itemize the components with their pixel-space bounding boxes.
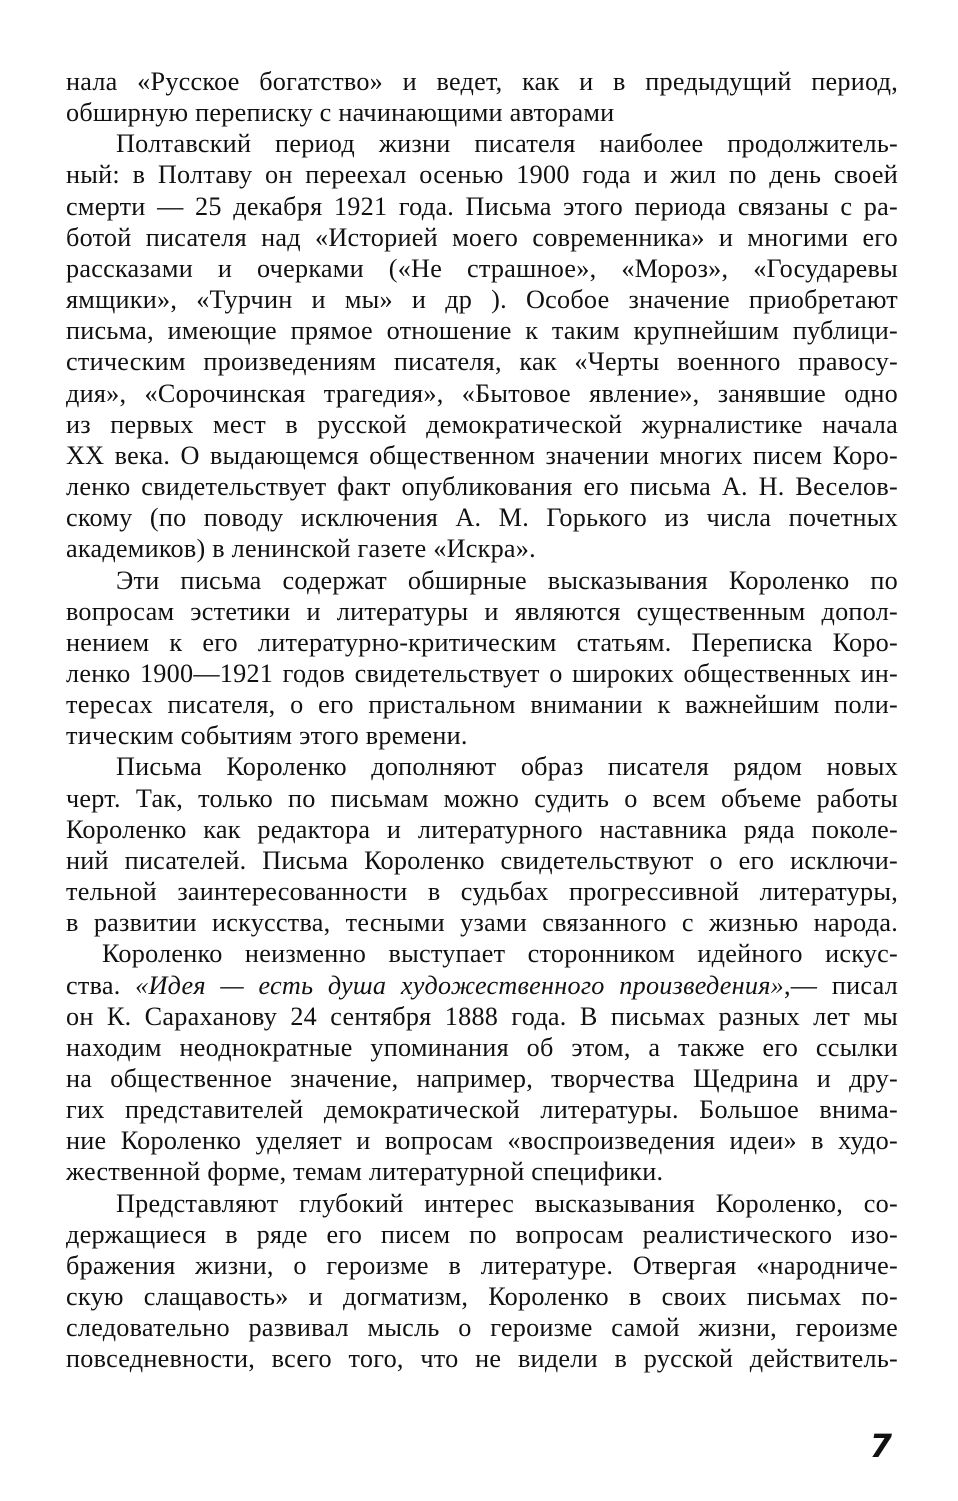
text-line: тересах писателя, о его пристальном внимании к важнейшим поли-	[66, 690, 898, 720]
text-line: академиков) в ленинской газете «Искра».	[66, 534, 536, 564]
text-line: Письма Короленко дополняют образ писателя рядом новых	[116, 752, 898, 782]
text-line: скому (по поводу исключения А. М. Горького из числа почетных	[66, 503, 898, 533]
text-line: ный: в Полтаву он переехал осенью 1900 года и жил по день своей	[66, 160, 898, 190]
text-line: смерти — 25 декабря 1921 года. Письма этого периода связаны с ра-	[66, 191, 898, 221]
text-line: на общественное значение, например, творчества Щедрина и дру-	[66, 1064, 898, 1093]
text-line: рассказами и очерками («Не страшное», «Мороз», «Государевы	[66, 253, 898, 283]
text-line: бражения жизни, о героизме в литературе. Отвергая «народниче-	[66, 1250, 898, 1280]
text-line: нением к его литературно-критическим статьям. Переписка Коро-	[66, 627, 898, 657]
text-line: XX века. О выдающемся общественном значении многих писем Коро-	[66, 440, 898, 470]
text-line: ний писателей. Письма Короленко свидетельствуют о его исключи-	[66, 845, 898, 875]
quotation: «Идея — есть душа художественного произведения»	[135, 970, 784, 1000]
text-line: ние Короленко уделяет и вопросам «воспроизведения идеи» в худо-	[66, 1126, 898, 1156]
text-line: тическим событиям этого времени.	[66, 721, 468, 751]
text-line: повседневности, всего того, что не видели в русской действитель-	[66, 1344, 898, 1374]
text-line: находим неоднократные упоминания об этом, а также его ссылки	[66, 1032, 898, 1062]
text-line: ленко 1900—1921 годов свидетельствует о широких общественных ин-	[66, 658, 898, 688]
text-line: из первых мест в русской демократической журналистике начала	[66, 409, 898, 439]
text-line: письма, имеющие прямое отношение к таким крупнейшим публици-	[66, 316, 898, 346]
text-line: вопросам эстетики и литературы и являются существенным допол-	[66, 596, 898, 626]
text-line: ленко свидетельствует факт опубликования его письма А. Н. Веселов-	[66, 472, 898, 502]
text-line: дия», «Сорочинская трагедия», «Бытовое явление», занявшие одно	[66, 378, 898, 408]
text-line: обширную переписку с начинающими авторами	[66, 98, 615, 128]
text-line: ства. «Идея — есть душа художественного произведения»,— писал	[66, 970, 898, 1000]
text-line: гих представителей демократической литературы. Большое внима-	[66, 1095, 898, 1125]
text-line: в развитии искусства, тесными узами связанного с жизнью народа.	[66, 908, 898, 938]
text-line: Короленко как редактора и литературного наставника ряда поколе-	[66, 814, 898, 844]
text-line: он К. Сараханову 24 сентября 1888 года. В письмах разных лет мы	[66, 1001, 898, 1031]
text-line: черт. Так, только по письмам можно судить о всем объеме работы	[66, 783, 898, 813]
page-number: 7	[869, 1427, 892, 1465]
text-line: ямщики», «Турчин и мы» и др ). Особое значение приобретают	[66, 285, 898, 315]
text-line: держащиеся в ряде его писем по вопросам реалистического изо-	[66, 1219, 898, 1249]
text-line: тельной заинтересованности в судьбах прогрессивной литературы,	[66, 877, 898, 907]
text-line: жественной форме, темам литературной специфики.	[66, 1157, 664, 1187]
text-line: Эти письма содержат обширные высказывания Короленко по	[116, 565, 898, 595]
text-line: Короленко неизменно выступает сторонником идейного искус-	[102, 939, 898, 969]
body-text	[66, 66, 898, 1375]
text-line: Представляют глубокий интерес высказывания Короленко, со-	[116, 1188, 898, 1218]
text-line: стическим произведениям писателя, как «Черты военного правосу-	[66, 347, 898, 377]
text-line: ботой писателя над «Историей моего современника» и многими его	[66, 222, 898, 252]
text-line: нала «Русское богатство» и ведет, как и в предыдущий период,	[66, 67, 898, 96]
text-line: следовательно развивал мысль о героизме самой жизни, героизме	[66, 1313, 898, 1343]
text-line: скую слащавость» и догматизм, Короленко в своих письмах по-	[66, 1282, 898, 1312]
text-line: Полтавский период жизни писателя наиболее продолжитель-	[116, 129, 898, 159]
